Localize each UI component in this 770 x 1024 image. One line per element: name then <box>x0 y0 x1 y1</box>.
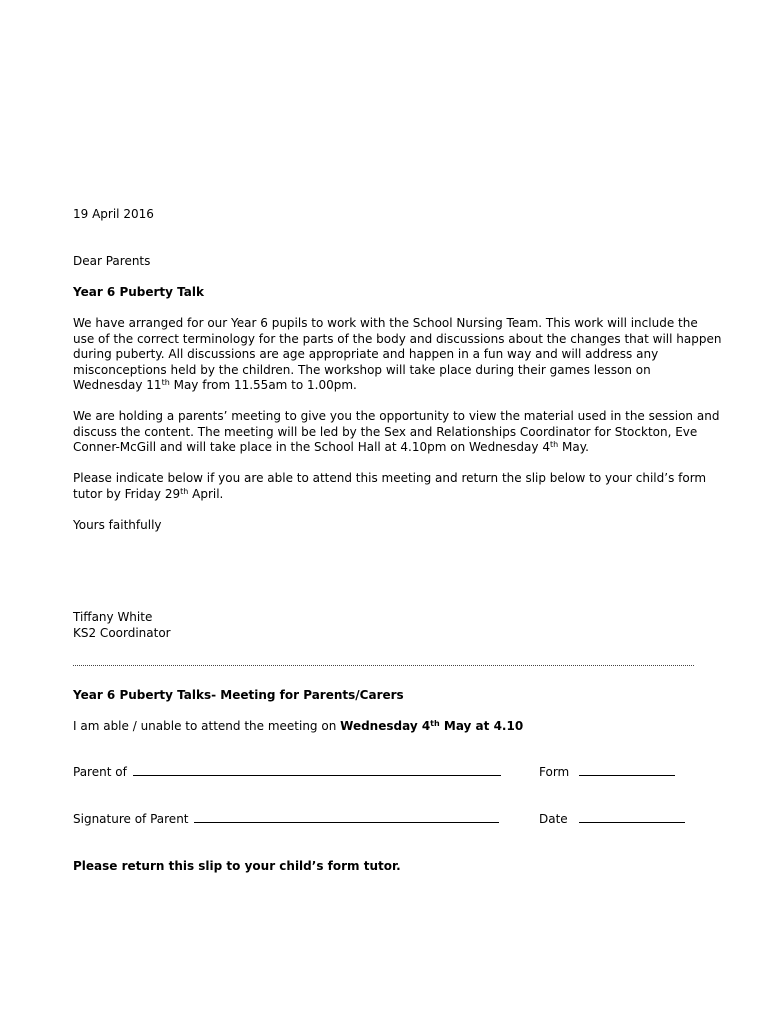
ordinal-suffix: th <box>549 440 559 449</box>
signature-input-line[interactable] <box>194 811 499 823</box>
date-input-line[interactable] <box>579 811 685 823</box>
parent-of-input-line[interactable] <box>133 764 501 776</box>
para1-line-5 <box>73 377 357 393</box>
signature-label: Signature of Parent <box>73 812 189 826</box>
para2-meeting-text: Conner-McGill and will take place in the School Hall at 4.10pm on Wednesday 4 <box>73 440 550 454</box>
date-label: Date <box>539 812 568 826</box>
date-field[interactable] <box>539 811 685 827</box>
tear-off-divider <box>73 665 694 666</box>
parent-of-label: Parent of <box>73 765 127 779</box>
para2-line-3 <box>73 439 589 455</box>
form-field[interactable] <box>539 764 675 780</box>
attendance-line <box>73 718 523 734</box>
form-label: Form <box>539 765 570 779</box>
closing: Yours faithfully <box>73 518 162 532</box>
slip-heading: Year 6 Puberty Talks- Meeting for Parents/Carers <box>73 688 404 702</box>
signatory-name: Tiffany White <box>73 610 153 624</box>
form-input-line[interactable] <box>579 764 675 776</box>
ordinal-suffix: th <box>430 719 440 728</box>
return-instruction: Please return this slip to your child’s form tutor. <box>73 859 401 873</box>
salutation: Dear Parents <box>73 254 151 268</box>
para2-month-text: May. <box>558 440 589 454</box>
para3-line-1: Please indicate below if you are able to attend this meeting and return the slip below to your child’s form <box>73 471 707 485</box>
ordinal-suffix: th <box>180 487 189 496</box>
attendance-choice-text: I am able / unable to attend the meeting on <box>73 719 341 733</box>
para1-time-text: May from 11.55am to 1.00pm. <box>169 378 357 392</box>
parent-of-field[interactable] <box>73 764 501 780</box>
signatory-role: KS2 Coordinator <box>73 626 171 640</box>
ordinal-suffix: th <box>161 378 170 387</box>
para3-line-2 <box>73 486 223 502</box>
letter-date: 19 April 2016 <box>73 207 154 221</box>
para3-deadline-text: tutor by Friday 29 <box>73 487 181 501</box>
meeting-time-text: May at 4.10 <box>439 719 524 733</box>
para1-line-2: use of the correct terminology for the parts of the body and discussions about the changes that will happen <box>73 332 722 346</box>
meeting-date-text: Wednesday 4 <box>340 719 431 733</box>
para3-month-text: April. <box>188 487 224 501</box>
para2-line-1: We are holding a parents’ meeting to give you the opportunity to view the material used in the session and <box>73 409 720 423</box>
para1-line-1: We have arranged for our Year 6 pupils to work with the School Nursing Team. This work will include the <box>73 316 698 330</box>
para1-line-3: during puberty. All discussions are age appropriate and happen in a fun way and will address any <box>73 347 659 361</box>
para2-line-2: discuss the content. The meeting will be led by the Sex and Relationships Coordinator for Stockton, Eve <box>73 425 698 439</box>
letter-subject: Year 6 Puberty Talk <box>73 285 204 299</box>
para1-date-text: Wednesday 11 <box>73 378 162 392</box>
signature-field[interactable] <box>73 811 499 827</box>
para1-line-4: misconceptions held by the children. The workshop will take place during their games lesson on <box>73 363 651 377</box>
